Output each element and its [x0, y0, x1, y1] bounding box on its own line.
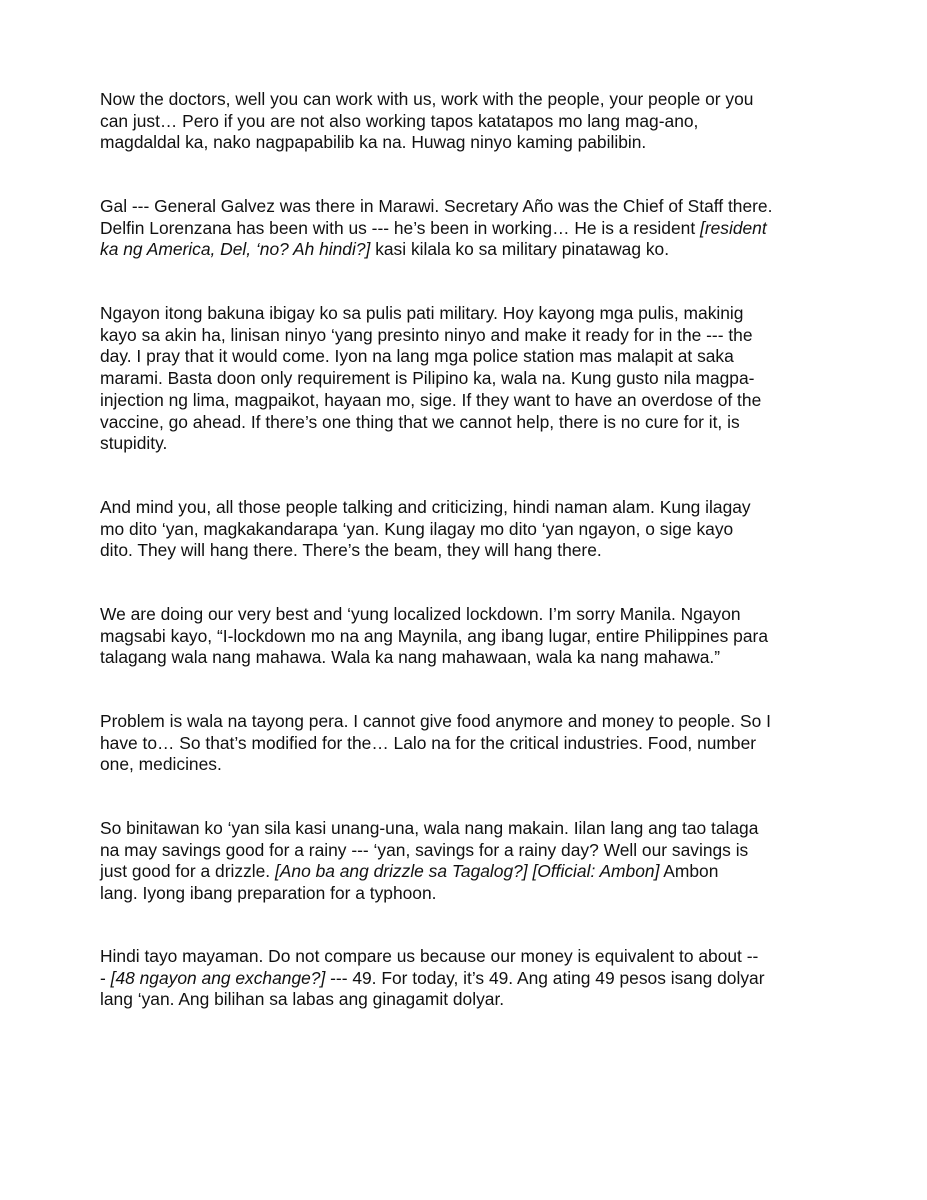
paragraph-pera — [100, 711, 820, 776]
paragraph-text: Ngayon itong bakuna ibigay ko sa pulis pati military. Hoy kayong mga pulis, makinig kayo sa akin ha, linisan ninyo ‘yang presinto ninyo and make it ready for in the --- the day. I pray that it would come. Iyon na lang mga police station mas malapit at saka marami. Basta doon only requirement is Pilipino ka, wala na. Kung gusto nila magpa- injection ng lima, magpaikot, hayaan mo, sige. If they want to have an overdose of the vaccine, go ahead. If there’s one thing that we cannot help, there is no cure for it, is stupidity. — [100, 303, 762, 454]
paragraph-italic-aside: [Ano ba ang drizzle sa Tagalog?] [Official: Ambon] — [274, 861, 660, 882]
paragraph-lockdown — [100, 604, 820, 669]
paragraph-italic-aside: [48 ngayon ang exchange?] — [110, 967, 326, 988]
paragraph-text: Problem is wala na tayong pera. I cannot give food anymore and money to people. So I have to… So that’s modified for the… Lalo na for the critical industries. Food, number one, medicines. — [100, 711, 771, 775]
paragraph-galvez — [100, 196, 820, 261]
paragraph-text: --- 49. For today, it’s 49. Ang ating 49 pesos isang dolyar lang ‘yan. Ang bilihan sa labas ang ginagamit dolyar. — [100, 967, 765, 1010]
paragraph-text: We are doing our very best and ‘yung localized lockdown. I’m sorry Manila. Ngayon magsabi kayo, “I-lockdown mo na ang Maynila, ang ibang lugar, entire Philippines para talagang wala nang mahawa. Wala ka nang mahawaan, wala ka nang mahawa.” — [100, 604, 768, 668]
paragraph-text: Hindi tayo mayaman. Do not compare us because our money is equivalent to about -- - — [100, 946, 759, 988]
paragraph-text: And mind you, all those people talking and criticizing, hindi naman alam. Kung ilagay mo dito ‘yan, magkakandarapa ‘yan. Kung ilagay mo dito ‘yan ngayon, o sige kayo dito. They will hang there. There’s the beam, they will hang there. — [100, 497, 751, 561]
paragraph-text: kasi kilala ko sa military pinatawag ko. — [370, 239, 670, 260]
paragraph-doctors — [100, 89, 820, 154]
paragraph-savings — [100, 818, 820, 905]
paragraph-mind-you — [100, 497, 820, 562]
paragraph-text: Gal --- General Galvez was there in Marawi. Secretary Año was the Chief of Staff there. Delfin Lorenzana has been with us --- he’s been in working… He is a resident — [100, 196, 773, 238]
paragraph-text: So binitawan ko ‘yan sila kasi unang-una, wala nang makain. Iilan lang ang tao talaga na may savings good for a rainy --- ‘yan, savings for a rainy day? Well our savings is just good for a drizzle. — [100, 818, 759, 882]
paragraph-italic-aside: [resident ka ng America, Del, ‘no? Ah hindi?] — [100, 217, 767, 260]
paragraph-text: Ambon lang. Iyong ibang preparation for a typhoon. — [100, 861, 719, 904]
paragraph-mayaman — [100, 946, 820, 1011]
paragraph-bakuna — [100, 303, 820, 455]
paragraph-text: Now the doctors, well you can work with us, work with the people, your people or you can just… Pero if you are not also working tapos katatapos mo lang mag-ano, magdaldal ka, nako nagpapabilib ka na. Huwag ninyo kaming pabilibin. — [100, 89, 754, 153]
